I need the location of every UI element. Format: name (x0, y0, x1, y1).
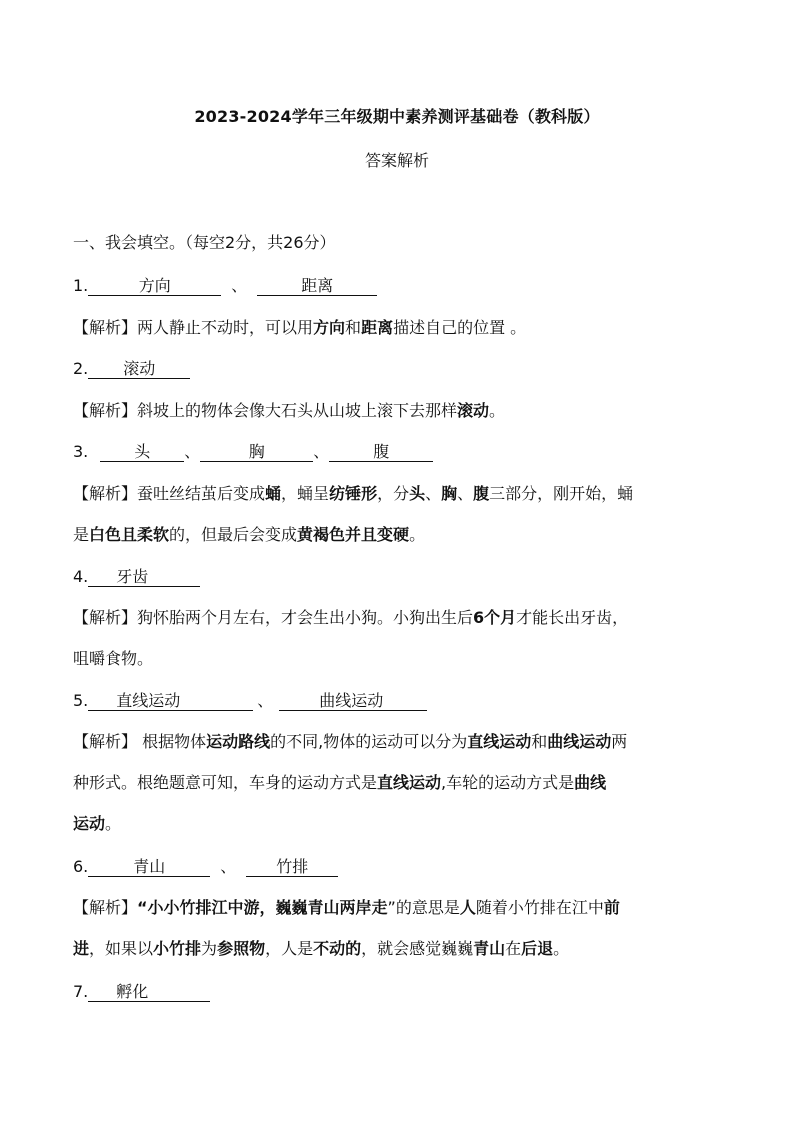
question-3-answer-line (73, 442, 735, 462)
analysis-tag: 【解析】 (73, 401, 138, 420)
answer-blank: 牙齿 (88, 568, 200, 587)
answer-blank: 青山 (88, 858, 210, 877)
answer-blank: 孵化 (88, 983, 210, 1002)
question-1-answer-line (73, 276, 735, 296)
question-2-answer-line (73, 359, 735, 379)
question-number: 1. (73, 276, 89, 295)
answer-blank: 直线运动 (88, 692, 253, 711)
question-1-analysis: 【解析】两人静止不动时，可以用方向和距离描述自己的位置 。 (73, 318, 527, 337)
question-5-answer-line (73, 691, 735, 711)
analysis-tag: 【解析】 (73, 318, 138, 337)
separator: 、 (184, 442, 201, 461)
section-heading: 一、我会填空。（每空2分，共26分） (73, 233, 336, 252)
answer-blank: 腹 (329, 443, 433, 462)
question-5-analysis-cont: 种形式。根绝题意可知，车身的运动方式是直线运动,车轮的运动方式是曲线 (73, 773, 607, 792)
question-number: 3. (73, 442, 89, 461)
analysis-tag: 【解析】 (73, 608, 138, 627)
question-3-analysis: 【解析】蚕吐丝结茧后变成蛹，蛹呈纺锤形，分头、胸、腹三部分，刚开始，蛹 (73, 484, 634, 503)
answer-blank: 曲线运动 (279, 692, 427, 711)
question-number: 6. (73, 857, 89, 876)
question-number: 4. (73, 567, 89, 586)
question-4-answer-line (73, 567, 735, 587)
answer-blank: 胸 (200, 443, 313, 462)
answer-blank: 头 (100, 443, 184, 462)
question-2-analysis: 【解析】斜坡上的物体会像大石头从山坡上滚下去那样滚动。 (73, 401, 506, 420)
separator: 、 (313, 442, 330, 461)
question-number: 5. (73, 691, 89, 710)
question-4-analysis: 【解析】狗怀胎两个月左右，才会生出小狗。小狗出生后6个月才能长出牙齿， (73, 608, 629, 627)
separator: 、 (231, 276, 248, 295)
separator: 、 (257, 691, 274, 710)
page-title: 2023-2024学年三年级期中素养测评基础卷（教科版） (194, 107, 600, 126)
analysis-tag: 【解析】 (73, 898, 138, 917)
separator: 、 (220, 857, 237, 876)
analysis-tag: 【解析】 (73, 484, 138, 503)
question-6-analysis-cont: 进，如果以小竹排为参照物，人是不动的，就会感觉巍巍青山在后退。 (73, 939, 570, 958)
answer-blank: 滚动 (88, 360, 190, 379)
page-subtitle: 答案解析 (364, 151, 429, 170)
question-6-answer-line (73, 857, 735, 877)
question-number: 2. (73, 359, 89, 378)
question-6-analysis: 【解析】“小小竹排江中游，巍巍青山两岸走”的意思是人随着小竹排在江中前 (73, 898, 620, 917)
question-number: 7. (73, 982, 89, 1001)
question-4-analysis-cont: 咀嚼食物。 (73, 649, 154, 668)
question-3-analysis-cont: 是白色且柔软的，但最后会变成黄褐色并且变硬。 (73, 525, 426, 544)
question-7-answer-line (73, 982, 735, 1002)
question-5-analysis-cont2: 运动。 (73, 814, 122, 833)
answer-blank: 距离 (257, 277, 377, 296)
answer-blank: 竹排 (246, 858, 338, 877)
answer-blank: 方向 (88, 277, 221, 296)
question-5-analysis: 【解析】 根据物体运动路线的不同,物体的运动可以分为直线运动和曲线运动两 (73, 732, 628, 751)
analysis-tag: 【解析】 (73, 732, 138, 751)
